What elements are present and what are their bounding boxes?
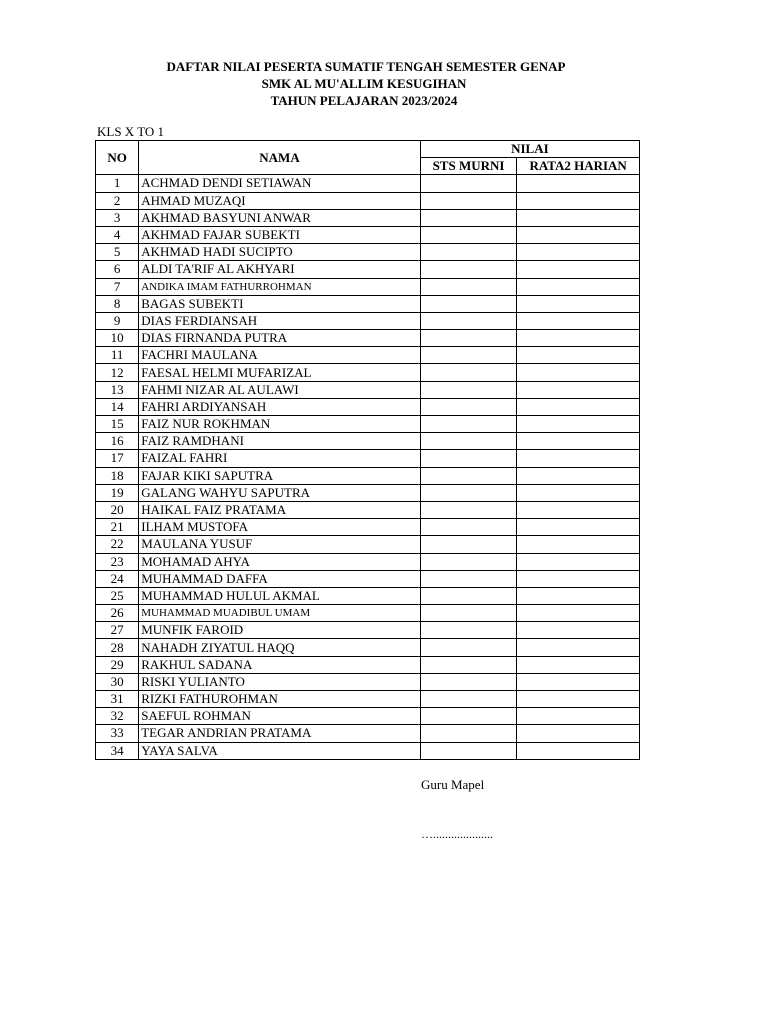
header-nilai: NILAI <box>420 141 639 158</box>
sts-murni-cell[interactable] <box>420 570 517 587</box>
table-row <box>96 347 640 364</box>
sts-murni-cell[interactable] <box>420 416 517 433</box>
table-row <box>96 312 640 329</box>
student-name: ACHMAD DENDI SETIAWAN <box>139 175 421 192</box>
student-name: AHMAD MUZAQI <box>139 192 421 209</box>
student-name: ILHAM MUSTOFA <box>139 519 421 536</box>
table-row <box>96 708 640 725</box>
table-row <box>96 450 640 467</box>
sts-murni-cell[interactable] <box>420 587 517 604</box>
sts-murni-cell[interactable] <box>420 656 517 673</box>
sts-murni-cell[interactable] <box>420 553 517 570</box>
signature-line: ….................... <box>421 827 493 841</box>
row-number: 17 <box>96 450 139 467</box>
table-row <box>96 553 640 570</box>
rata2-harian-cell[interactable] <box>517 381 640 398</box>
header-no: NO <box>96 141 139 175</box>
row-number: 2 <box>96 192 139 209</box>
sts-murni-cell[interactable] <box>420 433 517 450</box>
table-row <box>96 587 640 604</box>
student-name: MUHAMMAD HULUL AKMAL <box>139 587 421 604</box>
sts-murni-cell[interactable] <box>420 605 517 622</box>
rata2-harian-cell[interactable] <box>517 416 640 433</box>
table-row <box>96 484 640 501</box>
table-row <box>96 278 640 295</box>
student-name: FAHRI ARDIYANSAH <box>139 398 421 415</box>
row-number: 31 <box>96 691 139 708</box>
rata2-harian-cell[interactable] <box>517 501 640 518</box>
rata2-harian-cell[interactable] <box>517 192 640 209</box>
sts-murni-cell[interactable] <box>420 295 517 312</box>
sts-murni-cell[interactable] <box>420 312 517 329</box>
sts-murni-cell[interactable] <box>420 330 517 347</box>
table-row <box>96 519 640 536</box>
student-name: ALDI TA'RIF AL AKHYARI <box>139 261 421 278</box>
student-name: AKHMAD BASYUNI ANWAR <box>139 209 421 226</box>
rata2-harian-cell[interactable] <box>517 467 640 484</box>
rata2-harian-cell[interactable] <box>517 330 640 347</box>
student-name: RAKHUL SADANA <box>139 656 421 673</box>
rata2-harian-cell[interactable] <box>517 656 640 673</box>
rata2-harian-cell[interactable] <box>517 742 640 759</box>
row-number: 13 <box>96 381 139 398</box>
table-row <box>96 570 640 587</box>
sts-murni-cell[interactable] <box>420 639 517 656</box>
row-number: 18 <box>96 467 139 484</box>
sts-murni-cell[interactable] <box>420 244 517 261</box>
rata2-harian-cell[interactable] <box>517 673 640 690</box>
table-row <box>96 467 640 484</box>
student-name: YAYA SALVA <box>139 742 421 759</box>
rata2-harian-cell[interactable] <box>517 536 640 553</box>
table-row <box>96 742 640 759</box>
sts-murni-cell[interactable] <box>420 278 517 295</box>
row-number: 15 <box>96 416 139 433</box>
table-row <box>96 261 640 278</box>
student-name: MUHAMMAD MUADIBUL UMAM <box>139 605 421 622</box>
row-number: 3 <box>96 209 139 226</box>
table-body <box>96 175 640 759</box>
student-name: FAHMI NIZAR AL AULAWI <box>139 381 421 398</box>
sts-murni-cell[interactable] <box>420 725 517 742</box>
sts-murni-cell[interactable] <box>420 536 517 553</box>
rata2-harian-cell[interactable] <box>517 450 640 467</box>
student-name: MOHAMAD AHYA <box>139 553 421 570</box>
table-row <box>96 209 640 226</box>
header-rata2-harian: RATA2 HARIAN <box>517 158 640 175</box>
student-name: GALANG WAHYU SAPUTRA <box>139 484 421 501</box>
row-number: 10 <box>96 330 139 347</box>
table-row <box>96 175 640 192</box>
row-number: 22 <box>96 536 139 553</box>
row-number: 28 <box>96 639 139 656</box>
table-row <box>96 330 640 347</box>
row-number: 1 <box>96 175 139 192</box>
header-nama: NAMA <box>139 141 421 175</box>
row-number: 8 <box>96 295 139 312</box>
rata2-harian-cell[interactable] <box>517 226 640 243</box>
row-number: 16 <box>96 433 139 450</box>
row-number: 19 <box>96 484 139 501</box>
rata2-harian-cell[interactable] <box>517 570 640 587</box>
rata2-harian-cell[interactable] <box>517 605 640 622</box>
row-number: 34 <box>96 742 139 759</box>
row-number: 30 <box>96 673 139 690</box>
table-row <box>96 605 640 622</box>
student-name: SAEFUL ROHMAN <box>139 708 421 725</box>
sts-murni-cell[interactable] <box>420 364 517 381</box>
grade-table <box>95 140 640 760</box>
sts-murni-cell[interactable] <box>420 708 517 725</box>
student-name: FAESAL HELMI MUFARIZAL <box>139 364 421 381</box>
rata2-harian-cell[interactable] <box>517 312 640 329</box>
row-number: 29 <box>96 656 139 673</box>
sts-murni-cell[interactable] <box>420 742 517 759</box>
rata2-harian-cell[interactable] <box>517 295 640 312</box>
sts-murni-cell[interactable] <box>420 673 517 690</box>
rata2-harian-cell[interactable] <box>517 691 640 708</box>
student-name: NAHADH ZIYATUL HAQQ <box>139 639 421 656</box>
row-number: 24 <box>96 570 139 587</box>
class-label: KLS X TO 1 <box>97 124 165 139</box>
student-name: FAIZ NUR ROKHMAN <box>139 416 421 433</box>
sts-murni-cell[interactable] <box>420 192 517 209</box>
student-name: HAIKAL FAIZ PRATAMA <box>139 501 421 518</box>
rata2-harian-cell[interactable] <box>517 209 640 226</box>
rata2-harian-cell[interactable] <box>517 364 640 381</box>
table-row <box>96 244 640 261</box>
student-name: FAIZ RAMDHANI <box>139 433 421 450</box>
rata2-harian-cell[interactable] <box>517 244 640 261</box>
row-number: 5 <box>96 244 139 261</box>
student-name: RIZKI FATHUROHMAN <box>139 691 421 708</box>
student-name: FACHRI MAULANA <box>139 347 421 364</box>
rata2-harian-cell[interactable] <box>517 708 640 725</box>
student-name: ANDIKA IMAM FATHURROHMAN <box>139 278 421 295</box>
student-name: BAGAS SUBEKTI <box>139 295 421 312</box>
table-row <box>96 691 640 708</box>
table-row <box>96 192 640 209</box>
row-number: 6 <box>96 261 139 278</box>
table-row <box>96 381 640 398</box>
rata2-harian-cell[interactable] <box>517 725 640 742</box>
sts-murni-cell[interactable] <box>420 398 517 415</box>
rata2-harian-cell[interactable] <box>517 347 640 364</box>
table-row <box>96 725 640 742</box>
sts-murni-cell[interactable] <box>420 450 517 467</box>
school-name: SMK AL MU'ALLIM KESUGIHAN <box>261 76 467 91</box>
rata2-harian-cell[interactable] <box>517 484 640 501</box>
sts-murni-cell[interactable] <box>420 175 517 192</box>
sts-murni-cell[interactable] <box>420 226 517 243</box>
table-row <box>96 433 640 450</box>
student-name: MUNFIK FAROID <box>139 622 421 639</box>
row-number: 4 <box>96 226 139 243</box>
sts-murni-cell[interactable] <box>420 209 517 226</box>
rata2-harian-cell[interactable] <box>517 261 640 278</box>
sts-murni-cell[interactable] <box>420 467 517 484</box>
row-number: 25 <box>96 587 139 604</box>
document-title: DAFTAR NILAI PESERTA SUMATIF TENGAH SEMESTER GENAP <box>166 59 566 74</box>
row-number: 21 <box>96 519 139 536</box>
sts-murni-cell[interactable] <box>420 381 517 398</box>
student-name: FAJAR KIKI SAPUTRA <box>139 467 421 484</box>
student-name: AKHMAD HADI SUCIPTO <box>139 244 421 261</box>
rata2-harian-cell[interactable] <box>517 433 640 450</box>
rata2-harian-cell[interactable] <box>517 278 640 295</box>
row-number: 14 <box>96 398 139 415</box>
row-number: 20 <box>96 501 139 518</box>
table-row <box>96 501 640 518</box>
table-row <box>96 364 640 381</box>
header-sts-murni: STS MURNI <box>420 158 517 175</box>
sts-murni-cell[interactable] <box>420 501 517 518</box>
student-name: RISKI YULIANTO <box>139 673 421 690</box>
rata2-harian-cell[interactable] <box>517 587 640 604</box>
student-name: MUHAMMAD DAFFA <box>139 570 421 587</box>
academic-year: TAHUN PELAJARAN 2023/2024 <box>270 93 458 108</box>
row-number: 9 <box>96 312 139 329</box>
row-number: 23 <box>96 553 139 570</box>
sts-murni-cell[interactable] <box>420 691 517 708</box>
sts-murni-cell[interactable] <box>420 347 517 364</box>
guru-mapel-label: Guru Mapel <box>421 777 485 792</box>
sts-murni-cell[interactable] <box>420 261 517 278</box>
row-number: 27 <box>96 622 139 639</box>
student-name: DIAS FERDIANSAH <box>139 312 421 329</box>
student-name: MAULANA YUSUF <box>139 536 421 553</box>
rata2-harian-cell[interactable] <box>517 519 640 536</box>
sts-murni-cell[interactable] <box>420 519 517 536</box>
rata2-harian-cell[interactable] <box>517 622 640 639</box>
student-name: DIAS FIRNANDA PUTRA <box>139 330 421 347</box>
row-number: 32 <box>96 708 139 725</box>
sts-murni-cell[interactable] <box>420 622 517 639</box>
table-row <box>96 536 640 553</box>
rata2-harian-cell[interactable] <box>517 639 640 656</box>
student-name: TEGAR ANDRIAN PRATAMA <box>139 725 421 742</box>
rata2-harian-cell[interactable] <box>517 553 640 570</box>
table-row <box>96 639 640 656</box>
table-row <box>96 226 640 243</box>
table-row <box>96 398 640 415</box>
sts-murni-cell[interactable] <box>420 484 517 501</box>
row-number: 7 <box>96 278 139 295</box>
table-row <box>96 673 640 690</box>
table-row <box>96 295 640 312</box>
row-number: 33 <box>96 725 139 742</box>
rata2-harian-cell[interactable] <box>517 398 640 415</box>
row-number: 12 <box>96 364 139 381</box>
rata2-harian-cell[interactable] <box>517 175 640 192</box>
row-number: 26 <box>96 605 139 622</box>
table-row <box>96 656 640 673</box>
table-row <box>96 416 640 433</box>
table-row <box>96 622 640 639</box>
student-name: AKHMAD FAJAR SUBEKTI <box>139 226 421 243</box>
row-number: 11 <box>96 347 139 364</box>
student-name: FAIZAL FAHRI <box>139 450 421 467</box>
